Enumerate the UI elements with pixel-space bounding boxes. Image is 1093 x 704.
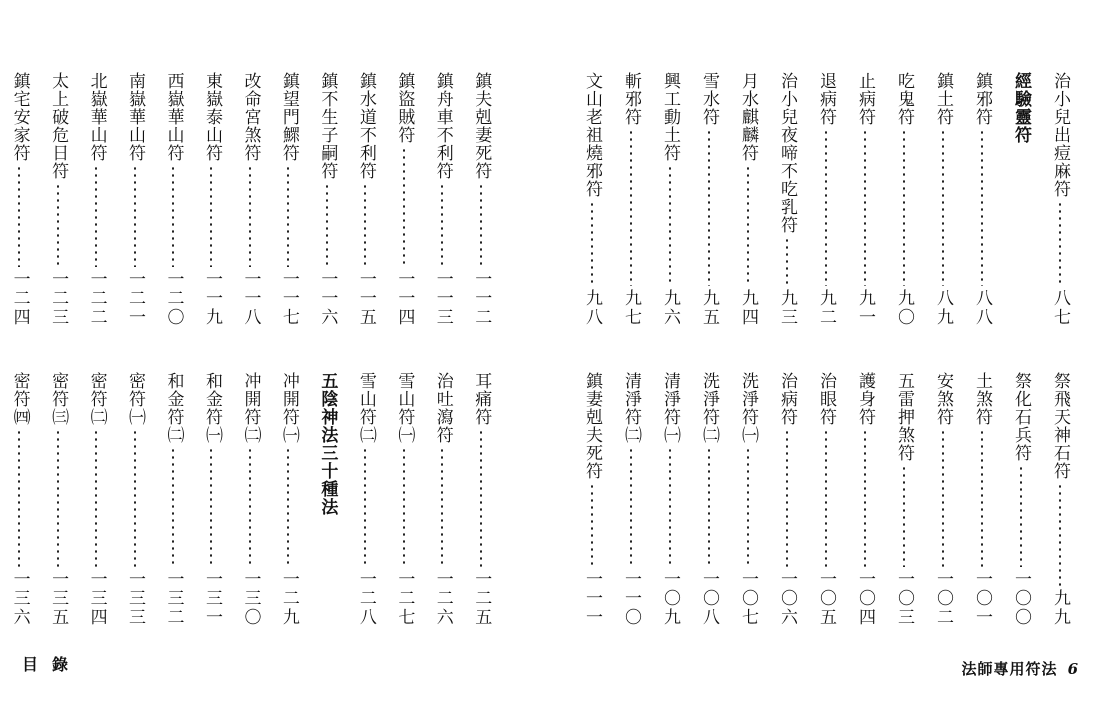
toc-entry xyxy=(923,72,962,327)
toc-entry-title: 改命宮煞符 xyxy=(240,72,261,162)
toc-entry-title: 興工動土符 xyxy=(660,72,680,162)
dot-leader xyxy=(630,129,632,286)
toc-entry-page: 一三一 xyxy=(201,570,222,627)
toc-entry-page: 九二 xyxy=(816,289,836,327)
toc-entry-title: 治眼符 xyxy=(816,372,836,426)
toc-entry-page: 一二三 xyxy=(48,270,69,327)
toc-entry-page: 九六 xyxy=(660,289,680,327)
dot-leader xyxy=(903,465,905,567)
toc-entry-title: 冲開符㈠ xyxy=(278,372,299,444)
toc-entry-title: 止病符 xyxy=(855,72,875,126)
toc-entry-page: 九一 xyxy=(855,289,875,327)
toc-entry xyxy=(462,72,500,327)
toc-entry-page: 一〇三 xyxy=(894,570,914,627)
toc-entry xyxy=(962,72,1001,327)
toc-entry-title: 南嶽華山符 xyxy=(125,72,146,162)
toc-entry-title: 太上破危日符 xyxy=(48,72,69,180)
dot-leader xyxy=(57,429,59,567)
toc-entry-page: 九八 xyxy=(582,289,602,327)
dot-leader xyxy=(942,129,944,286)
toc-entry-title: 清淨符㈠ xyxy=(660,372,680,444)
toc-entry-title: 月水麒麟符 xyxy=(738,72,758,162)
toc-entry-page: 一二二 xyxy=(86,270,107,327)
toc-entry-page: 一三六 xyxy=(9,570,30,627)
toc-entry xyxy=(38,72,76,327)
toc-entry xyxy=(231,72,269,327)
toc-entry-title: 密符㈢ xyxy=(48,372,69,426)
dot-leader xyxy=(95,429,97,567)
toc-entry xyxy=(884,372,923,627)
toc-entry xyxy=(308,372,346,627)
dot-leader xyxy=(249,447,251,567)
toc-entry xyxy=(346,72,384,327)
toc-entry-title: 治病符 xyxy=(777,372,797,426)
toc-entry xyxy=(1001,372,1040,627)
toc-entry-title: 鎮土符 xyxy=(933,72,953,126)
dot-leader xyxy=(480,183,482,267)
toc-entry-page: 一一三 xyxy=(432,270,453,327)
toc-entry-page: 一一五 xyxy=(355,270,376,327)
dot-leader xyxy=(403,147,405,267)
toc-entry xyxy=(77,372,115,627)
toc-entry-page: 九五 xyxy=(699,289,719,327)
toc-entry-page: 九七 xyxy=(621,289,641,327)
toc-entry-page: 一二九 xyxy=(278,570,299,627)
toc-entry-title: 吃鬼符 xyxy=(894,72,914,126)
toc-entry-title: 鎮宅安家符 xyxy=(9,72,30,162)
dot-leader xyxy=(825,129,827,286)
toc-entry-title: 斬邪符 xyxy=(621,72,641,126)
dot-leader xyxy=(480,429,482,567)
toc-entry xyxy=(77,72,115,327)
toc-entry-page: 一〇二 xyxy=(933,570,953,627)
toc-entry-title: 洗淨符㈠ xyxy=(738,372,758,444)
toc-entry-title: 和金符㈡ xyxy=(163,372,184,444)
toc-entry-title: 治小兒出痘麻符 xyxy=(1050,72,1070,198)
toc-entry xyxy=(385,72,423,327)
toc-entry xyxy=(115,72,153,327)
dot-leader xyxy=(747,447,749,567)
toc-entry-page: 一二七 xyxy=(394,570,415,627)
toc-entry-page: 九三 xyxy=(777,289,797,327)
dot-leader xyxy=(864,129,866,286)
toc-entry-title: 土煞符 xyxy=(972,372,992,426)
toc-entry-title: 東嶽泰山符 xyxy=(201,72,222,162)
toc-entry-page: 一〇七 xyxy=(738,570,758,627)
toc-entry xyxy=(346,372,384,627)
toc-entry xyxy=(308,72,346,327)
toc-entry-title: 北嶽華山符 xyxy=(86,72,107,162)
dot-leader xyxy=(864,429,866,567)
dot-leader xyxy=(134,429,136,567)
toc-entry-page: 一二一 xyxy=(125,270,146,327)
toc-entry xyxy=(884,72,923,327)
toc-entry-title: 祭化石兵符 xyxy=(1011,372,1031,462)
toc-column-group xyxy=(0,372,520,627)
toc-section-heading: 五陰神法三十種法 xyxy=(317,372,338,516)
toc-entry xyxy=(1040,372,1079,627)
toc-entry xyxy=(192,72,230,327)
toc-entry-page: 一一六 xyxy=(317,270,338,327)
toc-entry xyxy=(115,372,153,627)
page-number: 6 xyxy=(1067,660,1079,678)
toc-entry-title: 密符㈠ xyxy=(125,372,146,426)
dot-leader xyxy=(708,447,710,567)
toc-entry xyxy=(423,372,461,627)
dot-leader xyxy=(249,165,251,267)
toc-entry-page: 一一八 xyxy=(240,270,261,327)
toc-entry xyxy=(1001,72,1040,327)
toc-entry-page: 一〇九 xyxy=(660,570,680,627)
dot-leader xyxy=(172,447,174,567)
toc-entry-page: 一二五 xyxy=(471,570,492,627)
toc-entry xyxy=(269,72,307,327)
dot-leader xyxy=(669,447,671,567)
toc-entry xyxy=(0,72,38,327)
toc-entry-page: 一三三 xyxy=(125,570,146,627)
toc-entry-page: 一三四 xyxy=(86,570,107,627)
toc-entry-title: 密符㈡ xyxy=(86,372,107,426)
toc-entry xyxy=(154,372,192,627)
toc-entry xyxy=(154,72,192,327)
toc-entry-page: 九〇 xyxy=(894,289,914,327)
toc-entry-page: 一二八 xyxy=(355,570,376,627)
dot-leader xyxy=(903,129,905,286)
toc-entry-title: 退病符 xyxy=(816,72,836,126)
dot-leader xyxy=(747,165,749,286)
toc-entry-title: 鎮舟車不利符 xyxy=(432,72,453,180)
dot-leader xyxy=(18,429,20,567)
toc-entry-title: 鎮夫剋妻死符 xyxy=(471,72,492,180)
dot-leader xyxy=(981,129,983,286)
toc-entry xyxy=(572,72,611,327)
dot-leader xyxy=(210,165,212,267)
toc-entry-page: 八七 xyxy=(1050,289,1070,327)
toc-entry xyxy=(38,372,76,627)
toc-entry xyxy=(385,372,423,627)
dot-leader xyxy=(403,447,405,567)
toc-entry-page: 九四 xyxy=(738,289,758,327)
dot-leader xyxy=(364,183,366,267)
dot-leader xyxy=(1059,483,1061,586)
toc-entry-page: 一一〇 xyxy=(621,570,641,627)
toc-entry-title: 洗淨符㈡ xyxy=(699,372,719,444)
toc-entry-page: 一〇一 xyxy=(972,570,992,627)
toc-entry-title: 鎮不生子嗣符 xyxy=(317,72,338,180)
dot-leader xyxy=(364,447,366,567)
toc-entry-title: 密符㈣ xyxy=(9,372,30,426)
toc-entry-page: 一二六 xyxy=(432,570,453,627)
toc-entry-title: 護身符 xyxy=(855,372,875,426)
toc-entry-page: 八九 xyxy=(933,289,953,327)
dot-leader xyxy=(942,429,944,567)
toc-entry-page: 一二四 xyxy=(9,270,30,327)
dot-leader xyxy=(591,483,593,567)
dot-leader xyxy=(287,447,289,567)
toc-entry xyxy=(806,372,845,627)
dot-leader xyxy=(669,165,671,286)
dot-leader xyxy=(95,165,97,267)
toc-entry-page: 一一四 xyxy=(394,270,415,327)
dot-leader xyxy=(786,237,788,286)
dot-leader xyxy=(134,165,136,267)
toc-entry-page: 一三〇 xyxy=(240,570,261,627)
toc-column-group xyxy=(0,72,520,327)
dot-leader xyxy=(210,447,212,567)
toc-entry-page: 一〇〇 xyxy=(1011,570,1031,627)
toc-entry-page: 一〇八 xyxy=(699,570,719,627)
toc-entry-title: 鎮邪符 xyxy=(972,72,992,126)
toc-entry-title: 文山老祖燒邪符 xyxy=(582,72,602,198)
dot-leader xyxy=(786,429,788,567)
toc-entry-page: 一二〇 xyxy=(163,270,184,327)
toc-entry xyxy=(689,372,728,627)
dot-leader xyxy=(708,129,710,286)
toc-entry-page: 一三五 xyxy=(48,570,69,627)
toc-entry xyxy=(845,72,884,327)
toc-entry-page: 一一二 xyxy=(471,270,492,327)
toc-entry xyxy=(728,72,767,327)
toc-entry-title: 鎮水道不利符 xyxy=(355,72,376,180)
toc-entry-title: 清淨符㈡ xyxy=(621,372,641,444)
toc-column-group xyxy=(560,372,1093,627)
toc-entry xyxy=(689,72,728,327)
toc-entry xyxy=(650,372,689,627)
toc-entry-title: 鎮望門鰥符 xyxy=(278,72,299,162)
dot-leader xyxy=(18,165,20,267)
toc-entry xyxy=(728,372,767,627)
toc-entry xyxy=(0,372,38,627)
toc-entry-title: 五雷押煞符 xyxy=(894,372,914,462)
running-footer-title: 目錄 xyxy=(22,655,83,674)
toc-entry-title: 安煞符 xyxy=(933,372,953,426)
toc-entry xyxy=(767,372,806,627)
toc-column-group xyxy=(560,72,1093,327)
toc-entry-page: 一一一 xyxy=(582,570,602,627)
toc-entry-title: 耳痛符 xyxy=(471,372,492,426)
dot-leader xyxy=(1059,201,1061,286)
toc-entry xyxy=(767,72,806,327)
toc-entry-page: 一一七 xyxy=(278,270,299,327)
dot-leader xyxy=(441,447,443,567)
dot-leader xyxy=(441,183,443,267)
toc-entry xyxy=(650,72,689,327)
toc-entry-page: 一〇六 xyxy=(777,570,797,627)
toc-entry-title: 雪山符㈡ xyxy=(355,372,376,444)
toc-entry-title: 和金符㈠ xyxy=(201,372,222,444)
toc-entry xyxy=(572,372,611,627)
toc-entry xyxy=(423,72,461,327)
toc-entry xyxy=(269,372,307,627)
toc-entry xyxy=(611,372,650,627)
toc-section-heading: 經驗靈符 xyxy=(1011,72,1031,144)
toc-entry xyxy=(806,72,845,327)
dot-leader xyxy=(1020,465,1022,567)
toc-entry-title: 治小兒夜啼不吃乳符 xyxy=(777,72,797,234)
toc-entry-title: 西嶽華山符 xyxy=(163,72,184,162)
toc-entry-title: 冲開符㈡ xyxy=(240,372,261,444)
dot-leader xyxy=(825,429,827,567)
toc-entry-title: 雪水符 xyxy=(699,72,719,126)
toc-entry-page: 一三二 xyxy=(163,570,184,627)
toc-entry-title: 鎮妻剋夫死符 xyxy=(582,372,602,480)
running-footer-title: 法師專用符法 xyxy=(961,660,1058,678)
dot-leader xyxy=(57,183,59,267)
toc-entry-title: 治吐瀉符 xyxy=(432,372,453,444)
toc-entry-title: 祭飛天神石符 xyxy=(1050,372,1070,480)
toc-entry xyxy=(231,372,269,627)
dot-leader xyxy=(287,165,289,267)
toc-entry xyxy=(192,372,230,627)
toc-entry xyxy=(845,372,884,627)
toc-entry-page: 一〇四 xyxy=(855,570,875,627)
toc-entry xyxy=(462,372,500,627)
running-footer xyxy=(962,658,1079,679)
dot-leader xyxy=(591,201,593,286)
dot-leader xyxy=(981,429,983,567)
toc-entry xyxy=(923,372,962,627)
dot-leader xyxy=(326,183,328,267)
dot-leader xyxy=(172,165,174,267)
toc-entry-title: 雪山符㈠ xyxy=(394,372,415,444)
toc-entry xyxy=(1040,72,1079,327)
right-page xyxy=(560,0,1093,704)
toc-entry xyxy=(962,372,1001,627)
toc-entry-title: 鎮盜賊符 xyxy=(394,72,415,144)
toc-entry-page: 一〇五 xyxy=(816,570,836,627)
toc-entry-page: 九九 xyxy=(1050,589,1070,627)
dot-leader xyxy=(630,447,632,567)
toc-entry-page: 一一九 xyxy=(201,270,222,327)
toc-entry xyxy=(611,72,650,327)
left-page xyxy=(0,0,520,704)
toc-entry-page: 八八 xyxy=(972,289,992,327)
